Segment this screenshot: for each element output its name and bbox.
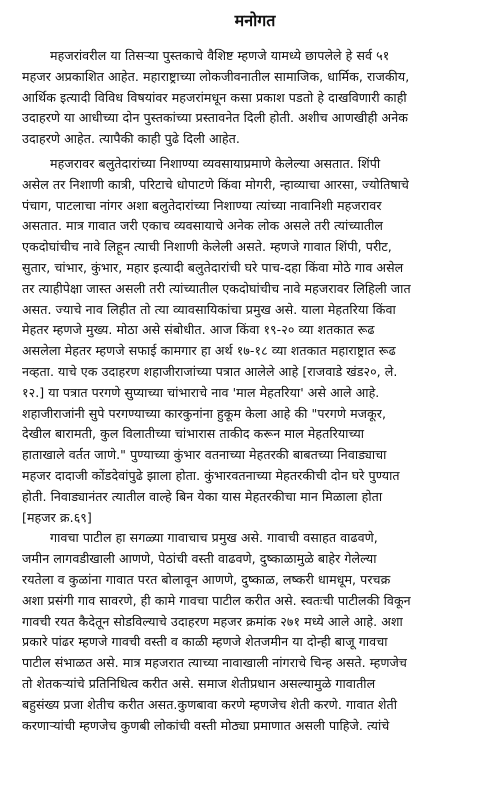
text-line: नव्हता. याचे एक उदाहरण शहाजीराजांच्या पत्रात आलेले आहे [राजवाडे खंड२०, ले.	[22, 363, 398, 379]
text-line: महजरावर बलुतेदारांच्या निशाण्या व्यवसायाप्रमाणे केलेल्या असतात. शिंपी	[50, 155, 381, 171]
text-line: गावची रयत कैदेतून सोडविल्याचे उदाहरण महजर क्रमांक २७१ मध्ये आले आहे. अशा	[22, 613, 403, 629]
text-line: होती. निवाड्यानंतर त्यातील वाल्हे बिन येका यास मेहतरकीचा मान मिळाला होता	[22, 488, 383, 504]
text-line: आर्थिक इत्यादी विविध विषयांवर महजरांमधून कसा प्रकाश पडतो हे दाखविणारी काही	[22, 89, 407, 105]
text-line: असेल तर निशाणी कात्री, परिटाचे धोपाटणे किंवा मोगरी, न्हाव्याचा आरसा, ज्योतिषाचे	[22, 176, 409, 192]
text-line: असत. ज्याचे नाव लिहीत तो त्या व्यावसायिकांचा प्रमुख असे. याला मेहतरिया किंवा	[22, 301, 396, 317]
reference-citation: [महजर क्र.६९]	[22, 509, 92, 525]
text-line: हाताखाले वर्तत जाणे." पुण्याच्या कुंभार वतनाच्या मेहतरकी बाबतच्या निवाड्याचा	[22, 447, 387, 463]
text-line: महजर दादाजी कोंडदेवांपुढे झाला होता. कुंभारवतनाच्या मेहतरकीची दोन घरे पुण्यात	[22, 467, 400, 483]
text-line: करणाऱ्यांची म्हणजेच कुणबी लोकांची वस्ती मोठ्या प्रमाणात असली पाहिजे. त्यांचे	[22, 717, 390, 733]
text-line: जमीन लागवडीखाली आणणे, पेठांची वस्ती वाढवणे, दुष्काळामुळे बाहेर गेलेल्या	[22, 551, 377, 567]
paragraph-1	[22, 46, 488, 150]
text-line: अशा प्रसंगी गाव सावरणे, ही कामे गावचा पाटील करीत असे. स्वतःची पाटीलकी विकून	[22, 592, 411, 608]
text-line: मेहतर म्हणजे मुख्य. मोठा असे संबोधीत. आज किंवा १९-२० व्या शतकात रूढ	[22, 322, 375, 338]
text-line: उदाहरणे आहेत. त्यापैकी काही पुढे दिली आहेत.	[22, 131, 240, 147]
text-line: महजर अप्रकाशित आहेत. महाराष्ट्राच्या लोकजीवनातील सामाजिक, धार्मिक, राजकीय,	[22, 68, 410, 84]
text-line: सुतार, चांभार, कुंभार, महार इत्यादी बलुतेदारांची घरे पाच-दहा किंवा मोठे गाव असेल	[22, 259, 404, 275]
text-line: देखील बारामती, कुल विलातीच्या चांभारास ताकीद करून माल मेहतरियाच्या	[22, 426, 365, 442]
text-line: एकदोघांचीच नावे लिहून त्याची निशाणी केलेली असते. म्हणजे गावात शिंपी, परीट,	[22, 239, 392, 255]
text-line: महजरांवरील या तिसऱ्या पुस्तकाचे वैशिष्ट म्हणजे यामध्ये छापलेले हे सर्व ५१	[50, 48, 390, 63]
page-title: मनोगत	[234, 11, 276, 30]
text-line: १२.] या पत्रात परगणे सुप्याच्या चांभाराचे नाव 'माल मेहतरिया' असे आले आहे.	[22, 384, 380, 400]
text-line: उदाहरणे या आधीच्या दोन पुस्तकांच्या प्रस्तावनेत दिली होती. अशीच आणखीही अनेक	[22, 110, 408, 126]
text-line: तर त्याहीपेक्षा जास्त असली तरी त्यांच्यातील एकदोघांचीच नावे महजरावर लिहिली जात	[22, 280, 411, 296]
text-line: रयतेला व कुळांना गावात परत बोलावून आणणे, दुष्काळ, लष्करी धामधूम, परचक्र	[22, 571, 391, 587]
text-line: शहाजीराजांनी सुपे परगण्याच्या कारकुनांना हुकूम केला आहे की "परगणे मजकूर,	[22, 405, 387, 421]
text-line: असलेला मेहतर म्हणजे सफाई कामगार हा अर्थ १७-१८ व्या शतकात महाराष्ट्रात रूढ	[22, 343, 396, 359]
text-line: बहुसंख्य प्रजा शेतीच करीत असत.कुणबावा करणे म्हणजेच शेती करणे. गावात शेती	[22, 696, 398, 712]
paragraph-2	[22, 154, 488, 528]
text-line: तो शेतकऱ्यांचे प्रतिनिधित्व करीत असे. समाज शेतीप्रधान असल्यामुळे गावातील	[22, 675, 376, 691]
text-line: गावचा पाटील हा सगळ्या गावाचाच प्रमुख असे. गावाची वसाहत वाढवणे,	[50, 530, 378, 546]
text-line: असतात. मात्र गावात जरी एकाच व्यवसायाचे अनेक लोक असले तरी त्यांच्यातील	[22, 218, 384, 234]
text-line: पाटील संभाळत असे. मात्र महजरात त्याच्या नावाखाली नांगराचे चिन्ह असते. म्हणजेच	[22, 655, 407, 671]
paragraph-3	[22, 528, 488, 736]
text-line: पंचाग, पाटलाचा नांगर अशा बलुतेदारांच्या निशाण्या त्यांच्या नावानिशी महजरावर	[22, 197, 382, 213]
text-line: प्रकारे पांढर म्हणजे गावची वस्ती व काळी म्हणजे शेतजमीन या दोन्ही बाजू गावचा	[22, 634, 388, 650]
